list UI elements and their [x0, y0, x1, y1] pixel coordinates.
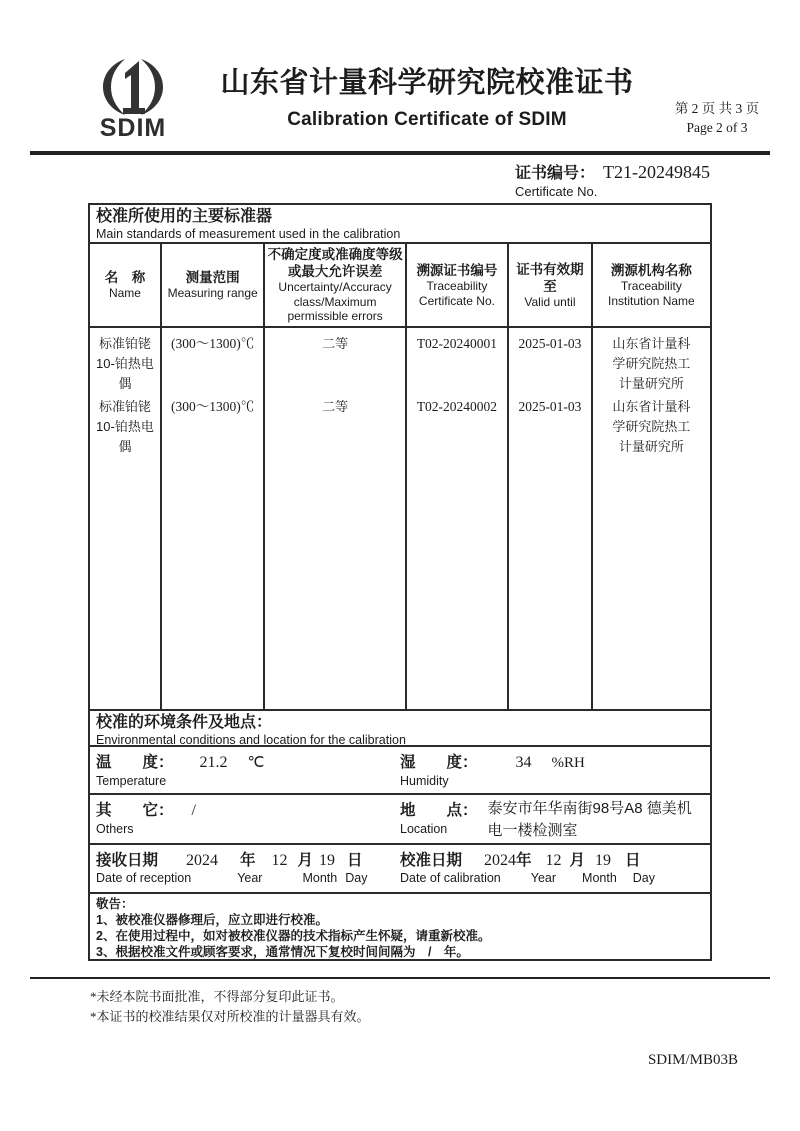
calibration-year: 2024	[484, 852, 517, 869]
calibration-day-en: Day	[632, 871, 656, 885]
column-header-cert-no	[407, 244, 509, 326]
reception-month-cn: 月	[297, 852, 314, 869]
humidity-value: 34	[515, 754, 532, 771]
standard-1-uncertainty: 二等	[322, 336, 349, 351]
column-range-cn: 测量范围	[185, 270, 240, 286]
dates-row	[90, 845, 710, 894]
calibration-month-cn: 月	[569, 852, 586, 869]
location-label-en: Location	[400, 822, 448, 836]
others-value: /	[191, 802, 196, 819]
footnote-1: *未经本院书面批准，不得部分复印此证书。	[90, 989, 344, 1004]
header-divider	[30, 151, 770, 155]
standard-2-uncertainty: 二等	[322, 399, 349, 414]
standard-2-valid-until: 2025-01-03	[518, 399, 582, 414]
cells-range	[162, 328, 266, 709]
others-group	[96, 798, 400, 843]
humidity-label-cn: 湿 度：	[400, 754, 478, 771]
others-label-cn: 其 它：	[96, 802, 174, 819]
standard-1-name: 标准铂铑10-铂热电偶	[96, 336, 154, 392]
calibration-month-en: Month	[582, 871, 617, 885]
standards-title-en: Main standards of measurement used in the calibration	[96, 227, 401, 241]
standard-2-institution: 山东省计量科学研究院热工计量研究所	[612, 399, 691, 455]
column-valid-until-cn: 证书有效期至	[516, 261, 584, 294]
certificate-body	[88, 203, 712, 961]
reception-day: 19	[319, 852, 336, 869]
standard-2-cert-no: T02-20240002	[416, 399, 498, 414]
footer-divider	[30, 977, 770, 979]
column-name-en: Name	[108, 286, 141, 301]
reception-month: 12	[271, 852, 288, 869]
others-label-en: Others	[96, 822, 134, 836]
column-valid-until-en: Valid until	[524, 294, 576, 309]
standards-table-header	[90, 244, 710, 328]
column-name-cn: 名 称	[104, 270, 146, 286]
calibration-day-cn: 日	[625, 852, 641, 869]
page-number	[664, 56, 770, 143]
reception-label-en: Date of reception	[96, 871, 192, 885]
standards-title-cn: 校准所使用的主要标准器	[96, 208, 273, 225]
column-cert-no-cn: 溯源证书编号	[416, 263, 498, 278]
title-block	[190, 56, 664, 143]
certificate-number	[0, 160, 710, 201]
standard-1-cert-no: T02-20240001	[416, 336, 498, 351]
certificate-number-label-cn: 证书编号：	[514, 165, 595, 182]
column-header-range	[162, 244, 266, 326]
calibration-date-group	[400, 848, 704, 892]
calibration-year-cn: 年	[516, 852, 532, 869]
reception-month-en: Month	[302, 871, 338, 885]
reception-year-cn: 年	[240, 852, 256, 869]
certificate-number-label-en: Certificate No.	[514, 184, 598, 199]
reception-day-en: Day	[345, 871, 368, 885]
standard-1-valid-until: 2025-01-03	[518, 336, 582, 351]
humidity-group	[400, 750, 704, 793]
column-header-uncertainty	[265, 244, 406, 326]
reception-date-group	[96, 848, 400, 892]
standard-1-range: (300～1300)℃	[171, 336, 255, 351]
header	[76, 56, 770, 143]
certificate-number-value: T21-20249845	[603, 162, 710, 182]
calibration-label-en: Date of calibration	[400, 871, 501, 885]
calibration-month: 12	[545, 852, 562, 869]
temperature-group	[96, 750, 400, 793]
form-code: SDIM/MB03B	[647, 1052, 738, 1068]
footnote-2: *本证书的校准结果仅对所校准的计量器具有效。	[90, 1008, 370, 1024]
sdim-logo	[76, 56, 190, 143]
sdim-logo-text: SDIM	[99, 114, 167, 142]
humidity-label-en: Humidity	[400, 774, 449, 788]
notice-title: 敬告：	[96, 897, 134, 911]
footnotes	[90, 987, 800, 1026]
column-uncertainty-cn: 不确定度或准确度等级或最大允许误差	[267, 247, 403, 280]
calibration-year-en: Year	[530, 871, 557, 885]
temperature-value: 21.2	[199, 754, 228, 771]
reception-year: 2024	[186, 852, 219, 869]
page-number-en: Page 2 of 3	[686, 119, 748, 135]
temperature-label-cn: 温 度：	[96, 754, 174, 771]
standard-2-range: (300～1300)℃	[171, 399, 255, 414]
sdim-logo-icon	[97, 56, 169, 118]
reception-year-en: Year	[237, 871, 263, 885]
reception-day-cn: 日	[347, 852, 363, 869]
cells-cert-no	[407, 328, 509, 709]
column-institution-en: Traceability Institution Name	[608, 279, 695, 308]
location-group	[400, 798, 704, 843]
notice-item-1: 1、被校准仪器修理后，应立即进行校准。	[96, 913, 328, 927]
conditions-row	[90, 747, 710, 795]
reception-label-cn: 接收日期	[96, 852, 159, 869]
environment-section-title	[90, 711, 710, 747]
calibration-day: 19	[595, 852, 612, 869]
temperature-label-en: Temperature	[96, 774, 167, 788]
temperature-unit: ℃	[247, 755, 265, 771]
location-value: 泰安市年华南街98号A8 德美机电一楼检测室	[487, 800, 692, 839]
column-cert-no-en: Traceability Certificate No.	[418, 279, 495, 308]
certificate-title-cn: 山东省计量科学研究院校准证书	[220, 67, 634, 99]
certificate-title-en: Calibration Certificate of SDIM	[287, 109, 567, 130]
cells-institution	[593, 328, 710, 709]
humidity-unit: %RH	[551, 755, 585, 771]
column-uncertainty-en: Uncertainty/Accuracy class/Maximum permissible errors	[278, 280, 392, 324]
cells-uncertainty	[265, 328, 406, 709]
standard-1-institution: 山东省计量科学研究院热工计量研究所	[612, 336, 691, 392]
location-label-cn: 地 点：	[400, 802, 478, 819]
page-number-cn: 第 2 页 共 3 页	[674, 101, 760, 116]
notice-item-3: 3、根据校准文件或顾客要求，通常情况下复校时间间隔为 / 年。	[96, 945, 469, 959]
column-range-en: Measuring range	[167, 286, 258, 301]
cells-valid-until	[509, 328, 593, 709]
column-header-valid-until	[509, 244, 593, 326]
standards-section-title	[90, 205, 710, 244]
others-location-row	[90, 795, 710, 845]
column-header-institution	[593, 244, 710, 326]
cells-name	[90, 328, 162, 709]
column-institution-cn: 溯源机构名称	[610, 263, 692, 278]
environment-title-en: Environmental conditions and location for the calibration	[96, 733, 406, 747]
notice-section	[90, 894, 710, 959]
column-header-name	[90, 244, 162, 326]
standards-table-body	[90, 328, 710, 711]
calibration-label-cn: 校准日期	[400, 852, 463, 869]
standard-2-name: 标准铂铑10-铂热电偶	[96, 399, 154, 455]
notice-item-2: 2、在使用过程中，如对被校准仪器的技术指标产生怀疑，请重新校准。	[96, 929, 491, 943]
environment-title-cn: 校准的环境条件及地点：	[96, 714, 273, 731]
